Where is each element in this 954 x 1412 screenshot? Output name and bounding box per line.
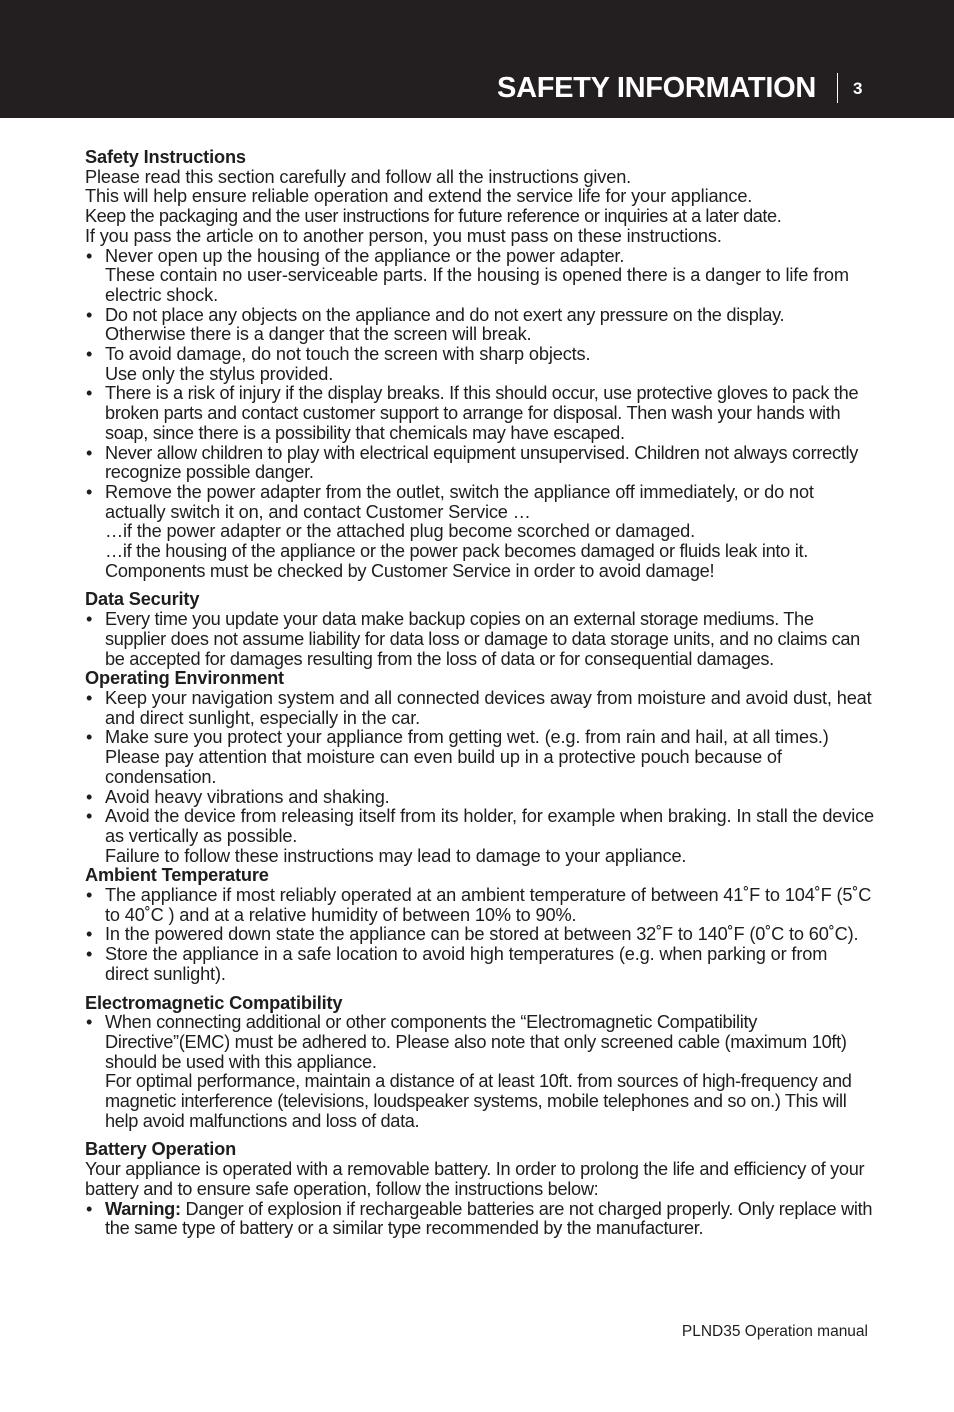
list-item-text: • When connecting additional or other components the “Electromagnetic Compatibility Directive”(EMC) must be adhered to. Please also note that only screened cable (maximum 10ft) should be used with this appliance. [105, 1012, 847, 1072]
list-item-text: • Never open up the housing of the appliance or the power adapter. [105, 245, 625, 266]
bullet-list [85, 610, 875, 669]
list-item-text: • Avoid the device from releasing itself from its holder, for example when braking. In stall the device as vertically as possible. [105, 806, 874, 846]
page-number: 3 [853, 79, 863, 98]
list-item-text: Failure to follow these instructions may lead to damage to your appliance. [105, 845, 687, 866]
list-item-text: • The appliance if most reliably operated at an ambient temperature of between 41˚F to 104˚F (5˚C to 40˚C ) and at a relative humidity of between 10% to 90%. [105, 885, 872, 925]
intro-line: Keep the packaging and the user instructions for future reference or inquiries at a later date. [85, 206, 782, 227]
section-operating-environment [85, 669, 875, 866]
list-item [85, 886, 875, 925]
list-item [85, 925, 875, 945]
warning-label: Warning: [105, 1198, 181, 1219]
list-item [85, 444, 875, 483]
list-item [85, 345, 875, 384]
list-item-text: • To avoid damage, do not touch the screen with sharp objects. [105, 344, 591, 365]
bullet-list [85, 1013, 875, 1131]
list-item-text: Otherwise there is a danger that the screen will break. [105, 324, 532, 345]
list-item-text: • Keep your navigation system and all connected devices away from moisture and avoid dust, heat and direct sunlight, especially in the car. [105, 687, 872, 728]
page-header [0, 0, 954, 118]
list-item [85, 1200, 875, 1239]
list-item-text: …if the housing of the appliance or the power pack becomes damaged or fluids leak into it. Components must be checked by Customer Service in order to avoid damage! [105, 541, 808, 581]
list-item [85, 306, 875, 345]
list-item-text: • Remove the power adapter from the outlet, switch the appliance off immediately, or do not actually switch it on, and contact Customer Service … [105, 481, 814, 522]
list-item [85, 610, 875, 669]
list-item [85, 247, 875, 306]
bullet-list [85, 689, 875, 866]
list-item [85, 788, 875, 808]
list-item-text: Please pay attention that moisture can even build up in a protective pouch because of condensation. [105, 747, 782, 787]
section-heading: Data Security [85, 589, 200, 610]
bullet-list [85, 247, 875, 582]
page-title: SAFETY INFORMATION [497, 72, 816, 104]
list-item-text: These contain no user-serviceable parts. If the housing is opened there is a danger to life from electric shock. [105, 265, 849, 305]
section-heading: Ambient Temperature [85, 865, 269, 886]
list-item-text: …if the power adapter or the attached plug become scorched or damaged. [105, 521, 696, 542]
section-electromagnetic-compatibility [85, 994, 875, 1132]
list-item [85, 807, 875, 866]
section-heading: Electromagnetic Compatibility [85, 992, 343, 1013]
intro-line: If you pass the article on to another person, you must pass on these instructions. [85, 225, 722, 246]
section-battery-operation [85, 1140, 875, 1239]
list-item-text: • In the powered down state the appliance can be stored at between 32˚F to 140˚F (0˚C to 60˚C). [105, 924, 859, 945]
list-item-text: • Avoid heavy vibrations and shaking. [105, 786, 390, 807]
bullet-list [85, 1200, 875, 1239]
list-item [85, 728, 875, 787]
list-item-text: Use only the stylus provided. [105, 363, 334, 384]
section-ambient-temperature [85, 866, 875, 984]
section-safety-instructions [85, 148, 875, 581]
list-item [85, 1013, 875, 1131]
list-item-text: For optimal performance, maintain a distance of at least 10ft. from sources of high-frequency and magnetic interference (televisions, loudspeaker systems, mobile telephones and so on.) This will help avoid malfunctions and loss of data. [105, 1071, 852, 1131]
warning-text: Danger of explosion if rechargeable batteries are not charged properly. Only replace with the same type of battery or a similar type recommended by the manufacturer. [105, 1198, 873, 1239]
list-item-text: • There is a risk of injury if the display breaks. If this should occur, use protective gloves to pack the broken parts and contact customer support to arrange for disposal. Then wash your hands with soap, since there is a possibility that chemicals may have escaped. [105, 383, 859, 443]
intro-line: Please read this section carefully and follow all the instructions given. [85, 166, 632, 187]
list-item-text: • Every time you update your data make backup copies on an external storage mediums. The supplier does not assume liability for data loss or damage to data storage units, and no claims can be accepted for damages resulting from the loss of data or for consequential damages. [105, 609, 860, 669]
battery-intro: Your appliance is operated with a removable battery. In order to prolong the life and efficiency of your battery and to ensure safe operation, follow the instructions below: [85, 1159, 865, 1199]
list-item [85, 483, 875, 582]
page-footer: PLND35 Operation manual [681, 1323, 868, 1340]
list-item-text: • Never allow children to play with electrical equipment unsupervised. Children not always correctly recognize possible danger. [105, 442, 859, 483]
list-item-text: • Store the appliance in a safe location to avoid high temperatures (e.g. when parking or from direct sunlight). [105, 944, 828, 984]
bullet-list [85, 886, 875, 985]
section-heading: Operating Environment [85, 668, 284, 689]
list-item [85, 384, 875, 443]
list-item [85, 689, 875, 728]
section-heading: Safety Instructions [85, 147, 246, 167]
list-item-text: • Do not place any objects on the appliance and do not exert any pressure on the display. [105, 304, 785, 325]
list-item [85, 945, 875, 984]
header-divider [837, 73, 838, 103]
document-body [85, 148, 875, 1239]
intro-line: This will help ensure reliable operation and extend the service life for your appliance. [85, 186, 753, 207]
list-item-text: • Make sure you protect your appliance from getting wet. (e.g. from rain and hail, at all times.) [105, 727, 829, 748]
section-heading: Battery Operation [85, 1139, 237, 1160]
section-data-security [85, 590, 875, 669]
